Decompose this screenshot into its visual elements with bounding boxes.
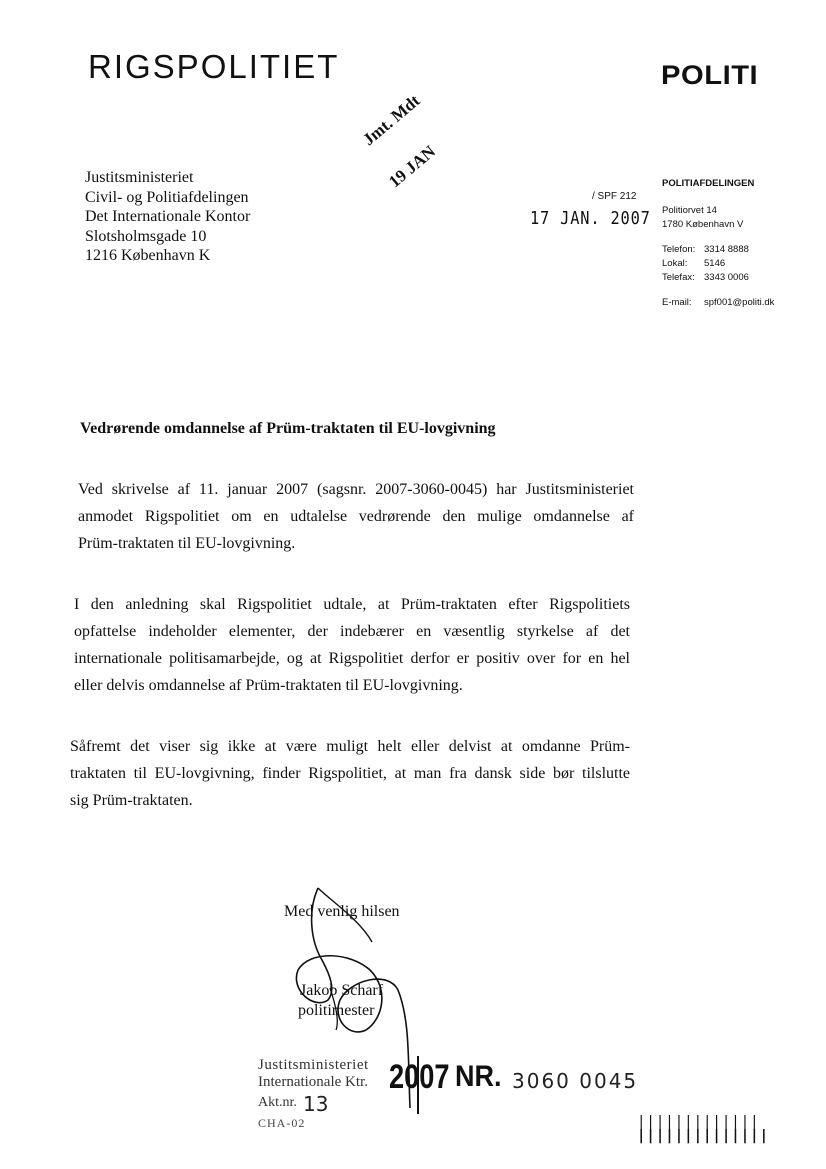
organization-name: RIGSPOLITIET <box>88 48 340 85</box>
contact-label: Telefax: <box>662 272 695 283</box>
contact-value: 5146 <box>704 258 726 269</box>
paragraph-line: eller delvis omdannelse af Prüm-traktaten til EU-lovgivning. <box>74 677 463 694</box>
paragraph-line: internationale politisamarbejde, og at Rigspolitiet derfor er positiv over for en hel <box>74 650 630 667</box>
politi-logo: POLITI <box>661 60 759 90</box>
paragraph-line: Prüm-traktaten til EU-lovgivning. <box>78 535 296 552</box>
archive-stamp-year: 2007 <box>389 1058 450 1096</box>
archive-stamp-office: Internationale Ktr. <box>258 1074 368 1090</box>
recipient-line: Justitsministeriet <box>85 169 194 186</box>
paragraph-line: opfattelse indeholder elementer, der indebærer en væsentlig styrkelse af det <box>74 623 630 640</box>
body-paragraph-1 <box>78 476 634 557</box>
received-stamp-date: 19 JAN <box>385 141 439 192</box>
paragraph-line: anmodet Rigspolitiet om en udtalelse vedrørende den mulige omdannelse af <box>78 508 634 525</box>
contact-local <box>662 257 774 271</box>
email-link[interactable]: spf001@politi.dk <box>704 297 775 308</box>
body-paragraph-2 <box>74 591 630 699</box>
archive-stamp-code: CHA-02 <box>258 1116 306 1130</box>
archive-stamp-ministry: Justitsministeriet <box>258 1057 369 1073</box>
received-stamp-office: Jmt. Mdt <box>359 90 424 150</box>
paragraph-line: I den anledning skal Rigspolitiet udtale, at Prüm-traktaten efter Rigspolitiets <box>74 596 630 613</box>
archive-stamp-akt-number: 13 <box>303 1092 329 1116</box>
contact-label: E-mail: <box>662 297 692 308</box>
department-info <box>662 177 774 310</box>
paragraph-line: Såfremt det viser sig ikke at være muligt helt eller delvist at omdanne Prüm- <box>70 738 630 755</box>
barcode-bottom: |||||||||||||| <box>637 1128 770 1144</box>
barcode-top: ||||||||||||| <box>637 1114 760 1130</box>
recipient-line: 1216 København K <box>85 247 211 264</box>
contact-label: Telefon: <box>662 244 696 255</box>
date-stamp: 17 JAN. 2007 <box>530 208 651 229</box>
case-reference: / SPF 212 <box>592 191 637 202</box>
recipient-line: Civil- og Politiafdelingen <box>85 188 249 206</box>
contact-value: 3343 0006 <box>704 272 749 283</box>
received-stamp <box>359 90 470 192</box>
recipient-line: Slotsholmsgade 10 <box>85 227 207 245</box>
contact-phone <box>662 243 774 257</box>
contact-label: Lokal: <box>662 258 688 269</box>
department-address-line: 1780 København V <box>662 219 744 230</box>
closing-salutation: Med venlig hilsen <box>284 903 400 920</box>
letter-subject: Vedrørende omdannelse af Prüm-traktaten til EU-lovgivning <box>80 420 496 437</box>
contact-fax <box>662 271 774 285</box>
department-address-line: Politiorvet 14 <box>662 205 717 216</box>
signatory-title: politimester <box>298 1002 375 1019</box>
paragraph-line: traktaten til EU-lovgivning, finder Rigspolitiet, at man fra dansk side bør tilslutte <box>70 765 630 782</box>
archive-stamp-nr-label: NR. <box>455 1060 502 1093</box>
recipient-address <box>85 168 250 266</box>
department-address <box>662 204 774 232</box>
recipient-line: Det Internationale Kontor <box>85 208 251 225</box>
contact-value: 3314 8888 <box>704 244 749 255</box>
archive-stamp-akt-label: Akt.nr. <box>258 1095 297 1110</box>
body-paragraph-3 <box>70 733 630 814</box>
contact-email <box>662 296 774 310</box>
signatory-name: Jakob Scharf <box>300 982 384 999</box>
paragraph-line: sig Prüm-traktaten. <box>70 792 193 809</box>
archive-stamp-case-number: 3060 0045 <box>512 1069 639 1093</box>
department-title: POLITIAFDELINGEN <box>662 178 755 189</box>
paragraph-line: Ved skrivelse af 11. januar 2007 (sagsnr. 2007-3060-0045) har Justitsministeriet <box>78 481 634 498</box>
